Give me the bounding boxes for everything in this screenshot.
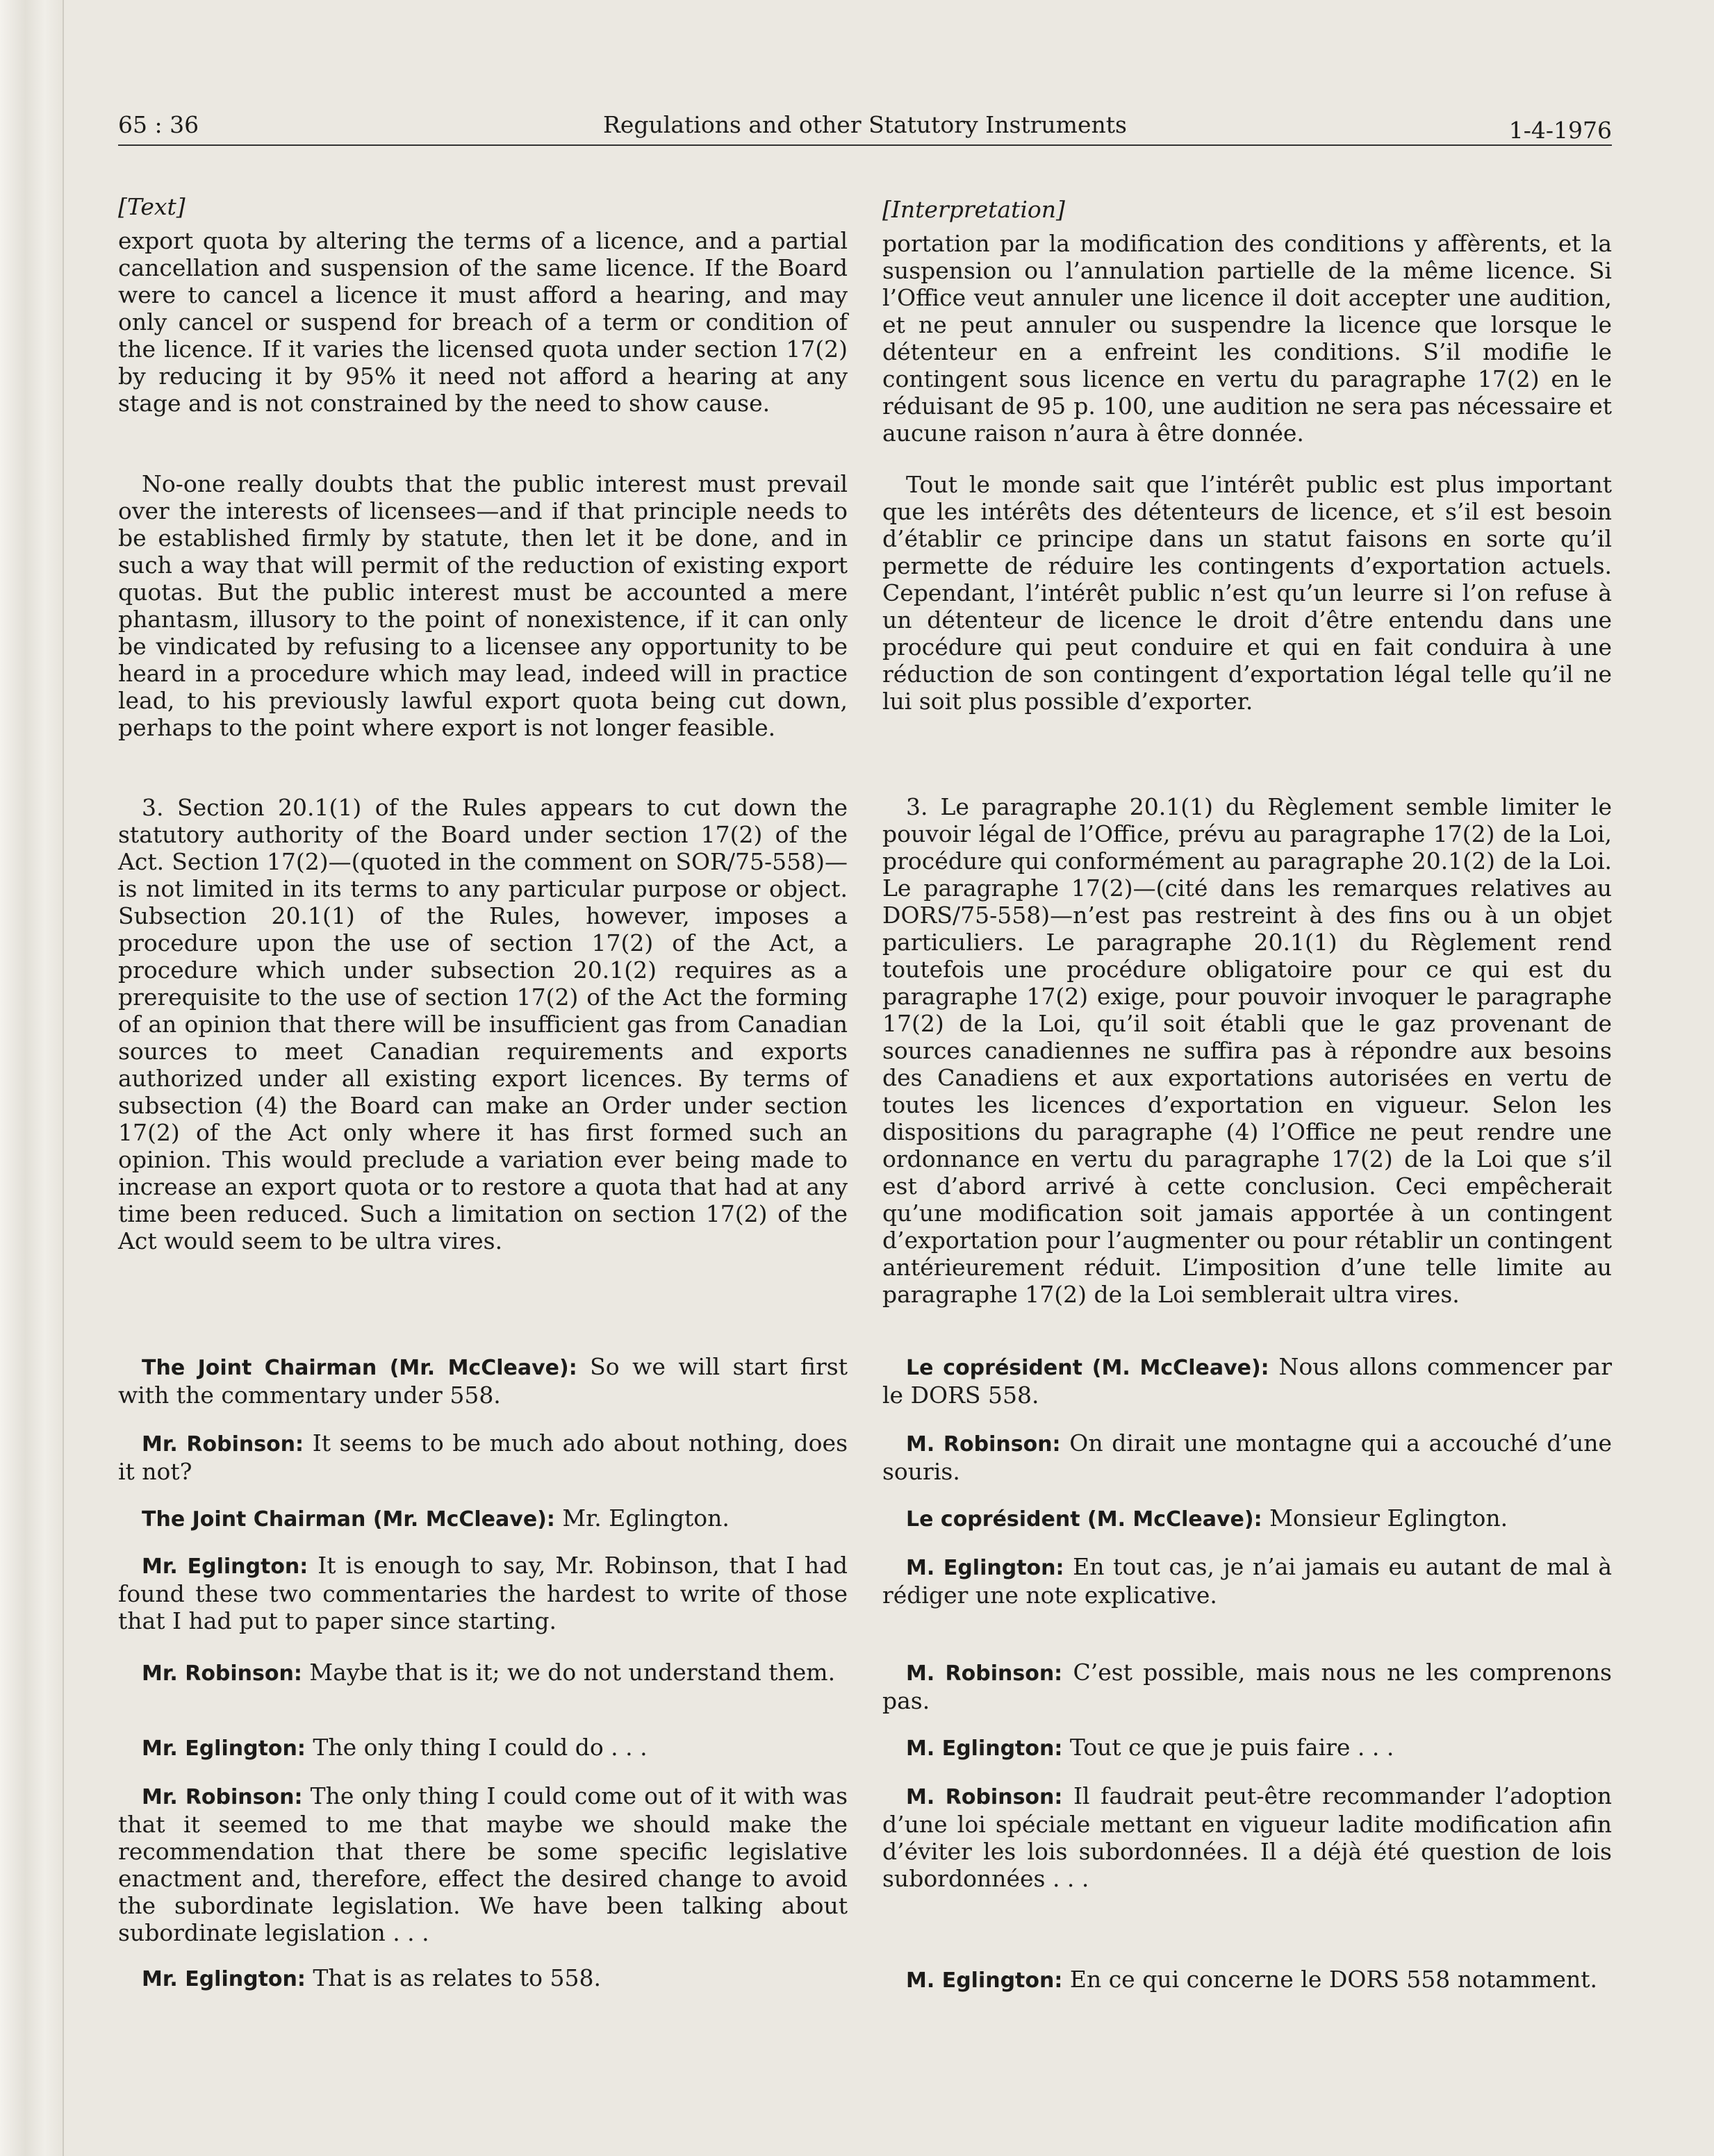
page-folio: 65 : 36 [118,111,199,138]
speech-text: So we will start first with the commentary under 558. [118,1353,848,1409]
dialogue-entry [882,1966,1612,1994]
dialogue-entry [882,1353,1612,1409]
speaker-name: Mr. Eglington: [142,1736,306,1761]
speaker-name: Le coprésident (M. McCleave): [906,1356,1269,1380]
interpretation-heading: [Interpretation] [882,196,1065,223]
dialogue-entry [882,1429,1612,1485]
dialogue-entry [118,1552,848,1634]
speaker-name: The Joint Chairman (Mr. McCleave): [142,1356,577,1380]
speech-text: En tout cas, je n’ai jamais eu autant de mal à rédiger une note explicative. [882,1553,1612,1609]
french-paragraph-2: Tout le monde sait que l’intérêt public est plus important que les intérêts des détenteurs de licence, et s’il est besoin d’établir ce principe dans un statut faisons en sorte qu’il permette de réduire les contingents d’exportation actuels. Cependant, l’intérêt public n’est qu’un leurre si l’on refuse à un détenteur de licence le droit d’être entendu dans une procédure qui peut conduire et qui en fait conduira à une réduction de son contingent d’exportation légal telle qu’il ne lui soit plus possible d’exporter. [882,471,1612,715]
speech-text: Maybe that is it; we do not understand them. [302,1659,836,1686]
speaker-name: Mr. Eglington: [142,1967,306,1991]
speaker-name: Mr. Robinson: [142,1785,303,1809]
speaker-name: Mr. Robinson: [142,1661,302,1686]
speaker-name: M. Eglington: [906,1556,1064,1580]
speaker-name: M. Robinson: [906,1432,1061,1457]
dialogue-entry [118,1504,848,1533]
speech-text: That is as relates to 558. [305,1964,601,1991]
dialogue-entry [882,1782,1612,1892]
speaker-name: M. Robinson: [906,1785,1063,1809]
dialogue-entry [118,1659,848,1687]
speech-text: Monsieur Eglington. [1262,1504,1508,1532]
speaker-name: M. Robinson: [906,1661,1063,1686]
running-header [118,111,1612,147]
speech-text: The only thing I could do . . . [305,1734,648,1761]
speech-text: Mr. Eglington. [554,1504,730,1532]
header-rule [118,144,1612,146]
speech-text: Nous allons commencer par le DORS 558. [882,1353,1612,1409]
speech-text: En ce qui concerne le DORS 558 notamment. [1062,1966,1597,1993]
running-title: Regulations and other Statutory Instruments [603,111,1127,138]
issue-date: 1-4-1976 [1508,117,1612,144]
dialogue-entry [118,1429,848,1485]
dialogue-entry [882,1504,1612,1533]
english-paragraph-2: No-one really doubts that the public interest must prevail over the interests of licensees—and if that principle needs to be established firmly by statute, then let it be done, and in such a way that will permit of the reduction of existing export quotas. But the public interest must be accounted a mere phantasm, illusory to the point of nonexistence, if it can only be vindicated by refusing to a licensee any opportunity to be heard in a procedure which may lead, indeed will in practice lead, to his previously lawful export quota being cut down, perhaps to the point where export is not longer feasible. [118,470,848,741]
speaker-name: Mr. Robinson: [142,1432,304,1457]
english-paragraph-3: 3. Section 20.1(1) of the Rules appears to cut down the statutory authority of the Board under section 17(2) of the Act. Section 17(2)—(quoted in the comment on SOR/75-558)—is not limited in its terms to any particular purpose or object. Subsection 20.1(1) of the Rules, however, imposes a procedure upon the use of section 17(2) of the Act, a procedure which under subsection 20.1(2) requires as a prerequisite to the use of section 17(2) of the Act the forming of an opinion that there will be insufficient gas from Canadian sources to meet Canadian requirements and exports authorized under all existing export licences. By terms of subsection (4) the Board can make an Order under section 17(2) of the Act only where it has first formed such an opinion. This would preclude a variation ever being made to increase an export quota or to restore a quota that had at any time been reduced. Such a limitation on section 17(2) of the Act would seem to be ultra vires. [118,794,848,1254]
dialogue-entry [882,1659,1612,1714]
dialogue-entry [118,1964,848,1993]
page-edge [0,0,64,2156]
speech-text: It seems to be much ado about nothing, does it not? [118,1429,848,1485]
speaker-name: M. Eglington: [906,1736,1063,1761]
speaker-name: Le coprésident (M. McCleave): [906,1507,1262,1532]
speech-text: Tout ce que je puis faire . . . [1062,1734,1394,1761]
speaker-name: The Joint Chairman (Mr. McCleave): [142,1507,555,1532]
french-paragraph-1: portation par la modification des conditions y affèrents, et la suspension ou l’annulation partielle de la même licence. Si l’Office veut annuler une licence il doit accepter une audition, et ne peut annuler ou suspendre la licence que lorsque le détenteur en a enfreint les conditions. S’il modifie le contingent sous licence en vertu du paragraphe 17(2) en le réduisant de 95 p. 100, une audition ne sera pas nécessaire et aucune raison n’aura à être donnée. [882,230,1612,447]
french-paragraph-3: 3. Le paragraphe 20.1(1) du Règlement semble limiter le pouvoir légal de l’Office, prévu au paragraphe 17(2) de la Loi, procédure qui conformément au paragraphe 20.1(2) de la Loi. Le paragraphe 17(2)—(cité dans les remarques relatives au DORS/75-558)—n’est pas restreint à des fins ou à un objet particuliers. Le paragraphe 20.1(1) du Règlement rend toutefois une procédure obligatoire pour ce qui est du paragraphe 17(2) exige, pour pouvoir invoquer le paragraphe 17(2) de la Loi, qu’il soit établi que le gaz provenant de sources canadiennes ne suffira pas à répondre aux besoins des Canadiens et aux exportations autorisées en vertu de toutes les licences d’exportation en vigueur. Selon les dispositions du paragraphe (4) l’Office ne peut rendre une ordonnance en vertu du paragraphe 17(2) de la Loi que s’il est d’abord arrivé à cette conclusion. Ceci empêcherait qu’une modification soit jamais apportée à un contingent d’exportation pour l’augmenter ou pour rétablir un contingent antérieurement réduit. L’imposition d’une telle limite au paragraphe 17(2) de la Loi semblerait ultra vires. [882,793,1612,1308]
dialogue-entry [882,1734,1612,1762]
speech-text: It is enough to say, Mr. Robinson, that I had found these two commentaries the hardest to write of those that I had put to paper since starting. [118,1552,848,1634]
speech-text: Il faudrait peut-être recommander l’adoption d’une loi spéciale mettant en vigueur ladite modification afin d’éviter les lois subordonnées. Il a déjà été question de lois subordonnées . . . [882,1782,1613,1892]
english-paragraph-1: export quota by altering the terms of a licence, and a partial cancellation and suspension of the same licence. If the Board were to cancel a licence it must afford a hearing, and may only cancel or suspend for breach of a term or condition of the licence. If it varies the licensed quota under section 17(2) by reducing it by 95% it need not afford a hearing at any stage and is not constrained by the need to show cause. [118,227,848,417]
speech-text: On dirait une montagne qui a accouché d’une souris. [882,1429,1612,1485]
dialogue-entry [118,1353,848,1409]
dialogue-entry [118,1782,848,1946]
dialogue-entry [118,1734,848,1762]
speaker-name: M. Eglington: [906,1968,1063,1993]
speech-text: The only thing I could come out of it with was that it seemed to me that maybe we should make the recommendation that there be some specific legislative enactment and, therefore, effect the desired change to avoid the subordinate legislation. We have been talking about subordinate legislation . . . [118,1782,848,1946]
speaker-name: Mr. Eglington: [142,1554,308,1579]
text-heading: [Text] [118,193,186,220]
speech-text: C’est possible, mais nous ne les comprenons pas. [882,1659,1612,1714]
dialogue-entry [882,1553,1612,1609]
